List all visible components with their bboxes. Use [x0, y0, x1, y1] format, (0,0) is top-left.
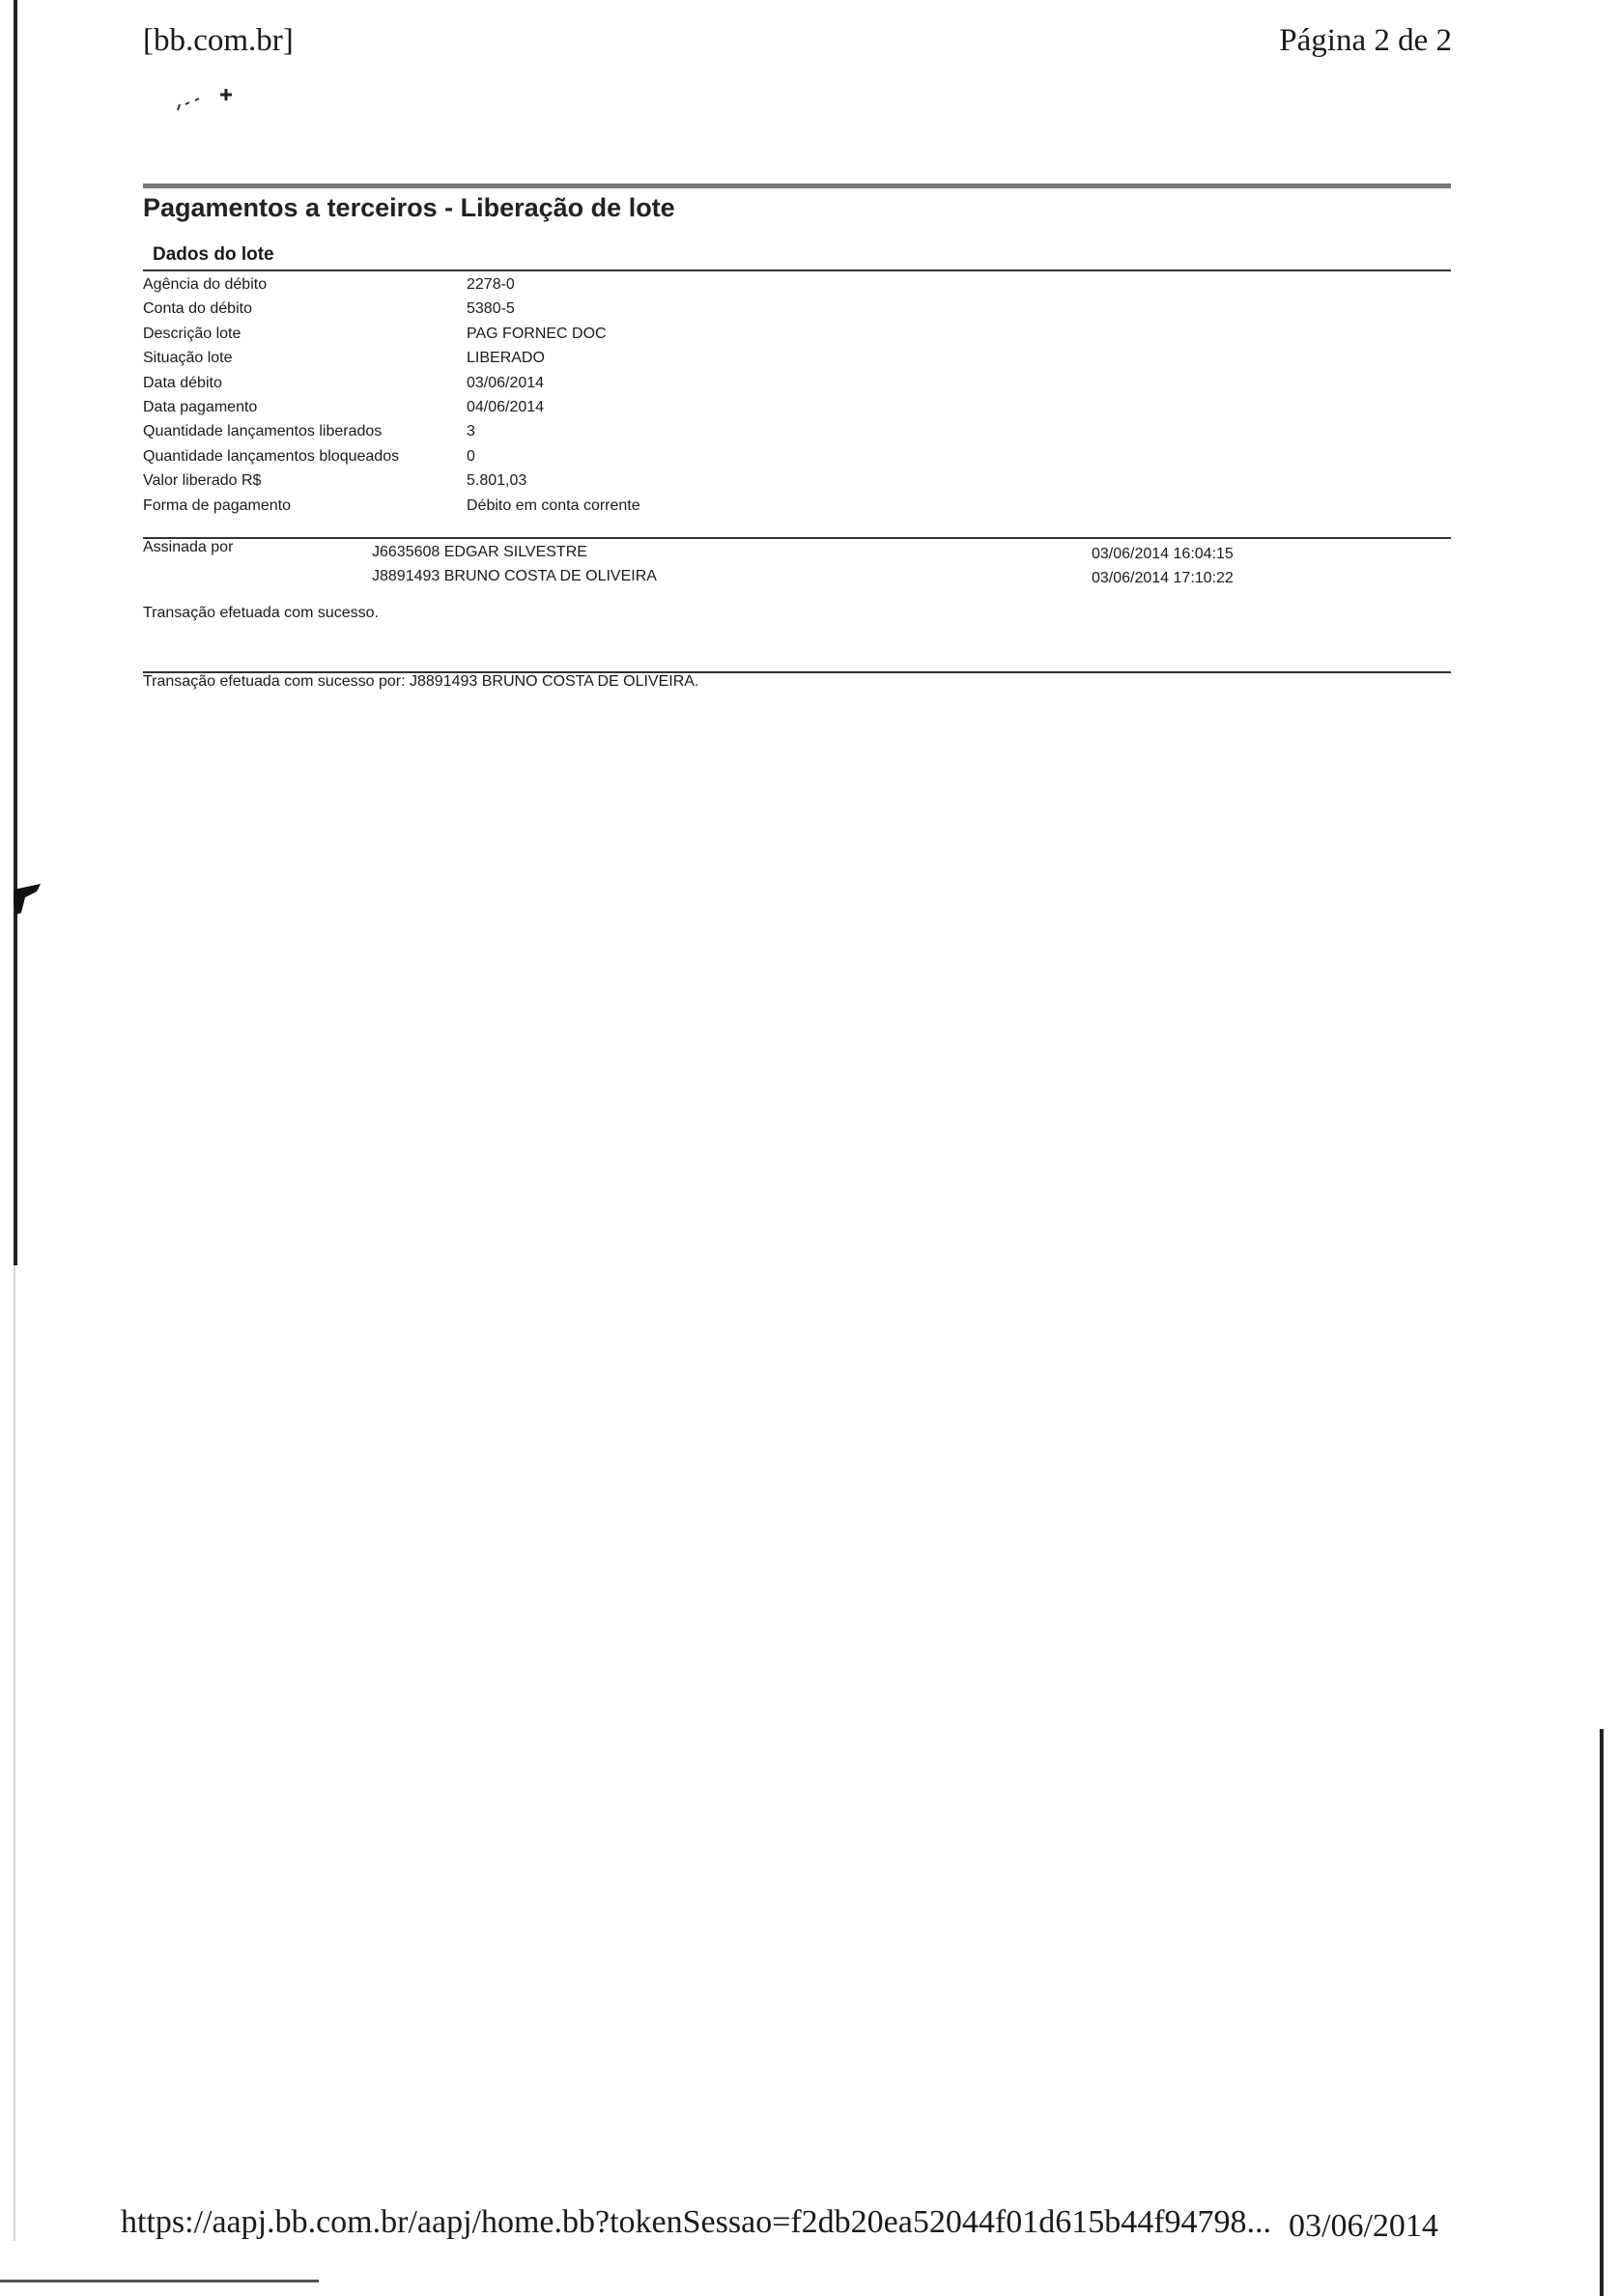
- success-by-message: Transação efetuada com sucesso por: J8891493 BRUNO COSTA DE OLIVEIRA.: [143, 673, 699, 690]
- data-label: Data pagamento: [143, 398, 258, 415]
- signer-name: J8891493 BRUNO COSTA DE OLIVEIRA: [372, 568, 657, 584]
- data-label: Forma de pagamento: [143, 496, 291, 514]
- data-label: Agência do débito: [143, 276, 268, 293]
- data-row: [143, 468, 640, 493]
- data-row: [143, 419, 640, 443]
- signer-name: J6635608 EDGAR SILVESTRE: [372, 544, 587, 560]
- print-header-site: [bb.com.br]: [143, 23, 294, 58]
- section-title: Dados do lote: [153, 244, 274, 265]
- signatures-rule: [143, 537, 1451, 539]
- data-value: 3: [467, 423, 475, 440]
- scan-edge-left-faint: [14, 1265, 15, 2241]
- signer-datetime: 03/06/2014 16:04:15: [1092, 546, 1234, 562]
- data-label: Conta do débito: [143, 300, 252, 318]
- data-row: [143, 346, 640, 370]
- data-value: 04/06/2014: [467, 398, 545, 415]
- print-footer-date: 03/06/2014: [1289, 2208, 1438, 2244]
- signers-list: [372, 540, 657, 588]
- data-row: [143, 444, 640, 468]
- scan-edge-left: [14, 0, 17, 1265]
- data-value: Débito em conta corrente: [467, 496, 640, 514]
- data-value: 0: [467, 447, 475, 465]
- signer-datetime: 03/06/2014 17:10:22: [1092, 570, 1234, 586]
- page-title: Pagamentos a terceiros - Liberação de lote: [143, 193, 675, 222]
- data-row: [143, 395, 640, 419]
- data-value: LIBERADO: [467, 350, 545, 367]
- data-value: 03/06/2014: [467, 374, 545, 391]
- data-label: Descrição lote: [143, 325, 241, 342]
- scan-edge-bottom: [0, 2280, 319, 2282]
- success-message: Transação efetuada com sucesso.: [143, 605, 379, 621]
- data-row: [143, 494, 640, 518]
- data-row: [143, 297, 640, 321]
- section-rule: [143, 269, 1451, 271]
- batch-data-table: [143, 272, 640, 518]
- ink-blot-mark: [12, 884, 44, 915]
- data-label: Valor liberado R$: [143, 472, 262, 490]
- signer-times: [1092, 542, 1234, 590]
- data-row: [143, 272, 640, 297]
- data-value: 5.801,03: [467, 472, 527, 490]
- data-label: Quantidade lançamentos bloqueados: [143, 447, 400, 465]
- print-footer-url: https://aapj.bb.com.br/aapj/home.bb?tokenSessao=f2db20ea52044f01d615b44f94798...: [121, 2204, 1272, 2240]
- data-label: Situação lote: [143, 350, 233, 367]
- data-value: 2278-0: [467, 276, 515, 293]
- data-row: [143, 322, 640, 346]
- title-rule: [143, 184, 1451, 188]
- data-label: Data débito: [143, 374, 222, 391]
- print-header-page-indicator: Página 2 de 2: [1279, 23, 1452, 58]
- signed-by-label: Assinada por: [143, 539, 234, 555]
- data-value: 5380-5: [467, 300, 515, 318]
- data-value: PAG FORNEC DOC: [467, 325, 607, 342]
- data-row: [143, 371, 640, 395]
- handwritten-mark: [174, 77, 241, 116]
- data-label: Quantidade lançamentos liberados: [143, 423, 383, 440]
- scan-edge-right: [1600, 1729, 1604, 2296]
